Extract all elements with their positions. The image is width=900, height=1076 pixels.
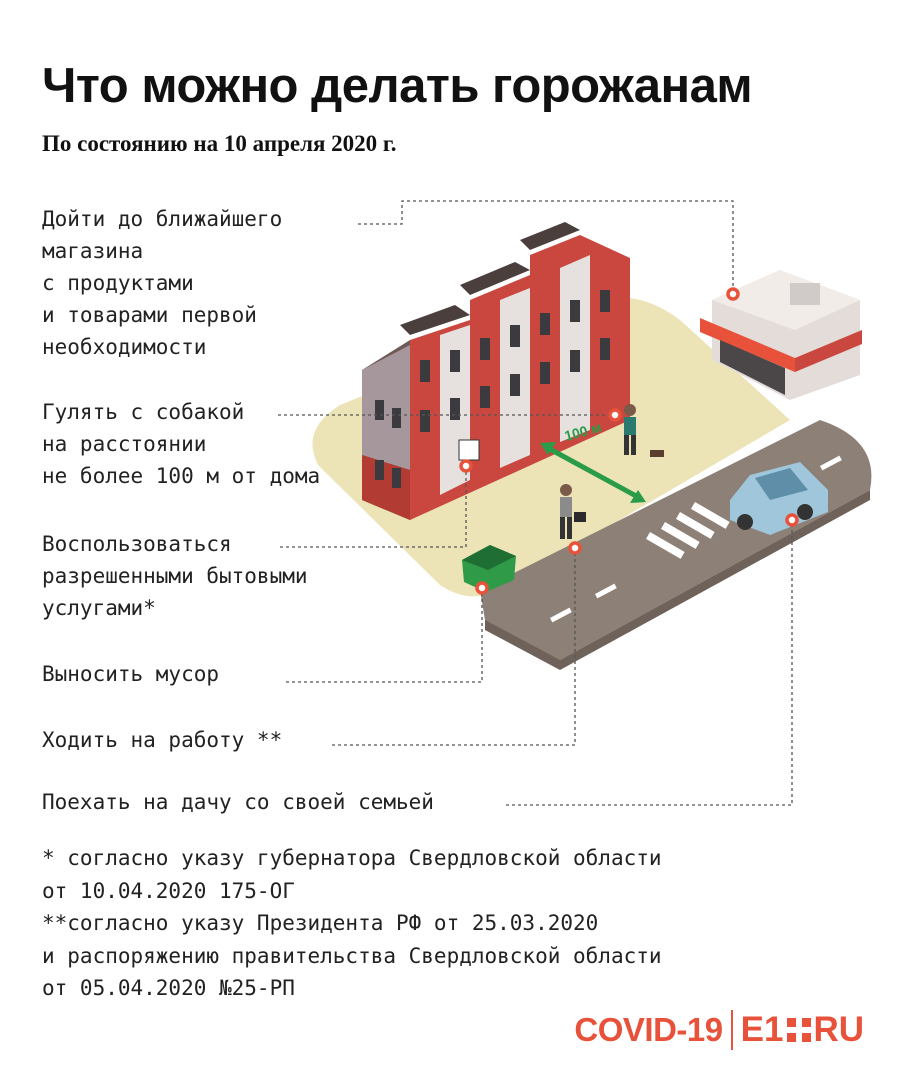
e1-logo-right: RU [813, 1010, 864, 1049]
item-trash: Выносить мусор [42, 662, 220, 686]
e1-square-icon [787, 1018, 811, 1042]
marker-dog [610, 410, 620, 420]
footnotes: * согласно указу губернатора Свердловской области от 10.04.2020 175-ОГ **согласно указу Президента РФ от 25.03.2020 и распоряжению правительства Свердловской области от 05.04.2020 №25-РП [42, 846, 662, 1000]
item-shop: Дойти до ближайшего магазина с продуктами и товарами первой необходимости [42, 207, 283, 359]
item-dacha: Поехать на дачу со своей семьей [42, 790, 434, 814]
logo-divider [731, 1010, 733, 1050]
e1-logo-left: E1 [740, 1010, 784, 1049]
logo [574, 1006, 864, 1054]
covid-logo: COVID-19 [574, 1011, 723, 1048]
marker-car [787, 515, 797, 525]
e1-logo [741, 1010, 864, 1050]
item-dog: Гулять с собакой на расстоянии не более 100 м от дома [42, 400, 321, 488]
marker-service [461, 461, 471, 471]
item-services: Воспользоваться разрешенными бытовыми услугами* [42, 532, 308, 620]
page-subtitle: По состоянию на 10 апреля 2020 г. [42, 131, 397, 156]
page-title: Что можно делать горожанам [42, 59, 753, 113]
item-work: Ходить на работу ** [42, 728, 283, 752]
marker-trash [477, 583, 487, 593]
marker-work [570, 543, 580, 553]
marker-shop [728, 289, 738, 299]
distance-label: 100 м [562, 418, 604, 444]
